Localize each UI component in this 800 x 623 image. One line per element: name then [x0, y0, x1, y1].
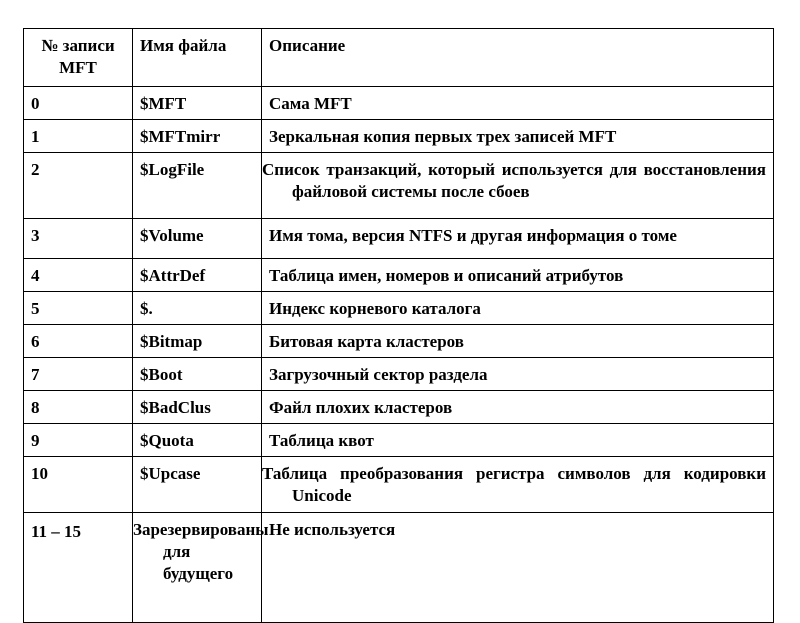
- mft-records-table: [23, 28, 774, 623]
- description: Имя тома, версия NTFS и другая информация о томе: [262, 219, 774, 259]
- description: Не используется: [262, 513, 774, 623]
- description: Битовая карта кластеров: [262, 325, 774, 358]
- file-name: $Boot: [133, 358, 262, 391]
- file-name: Зарезервированы для будущего: [133, 513, 262, 623]
- table-row: [24, 391, 774, 424]
- description: Таблица преобразования регистра символов для кодировки Unicode: [262, 457, 774, 513]
- table-row: [24, 120, 774, 153]
- file-name: $Upcase: [133, 457, 262, 513]
- header-description: Описание: [262, 29, 774, 87]
- file-name: $Volume: [133, 219, 262, 259]
- file-name: $Quota: [133, 424, 262, 457]
- table-row: [24, 424, 774, 457]
- file-name: $MFTmirr: [133, 120, 262, 153]
- file-name: $.: [133, 292, 262, 325]
- description: Сама MFT: [262, 87, 774, 120]
- record-number: 5: [24, 292, 133, 325]
- file-name: $AttrDef: [133, 259, 262, 292]
- description: Загрузочный сектор раздела: [262, 358, 774, 391]
- table-row: [24, 513, 774, 623]
- description: Таблица квот: [262, 424, 774, 457]
- record-number: 7: [24, 358, 133, 391]
- table-row: [24, 325, 774, 358]
- file-name: $LogFile: [133, 153, 262, 219]
- table-row: [24, 358, 774, 391]
- table-row: [24, 292, 774, 325]
- file-name: $BadClus: [133, 391, 262, 424]
- record-number: 4: [24, 259, 133, 292]
- description: Индекс корневого каталога: [262, 292, 774, 325]
- table-row: [24, 153, 774, 219]
- description: Список транзакций, который используется для восстановления файловой системы после сбоев: [262, 153, 774, 219]
- record-number: 1: [24, 120, 133, 153]
- table-header-row: [24, 29, 774, 87]
- description: Зеркальная копия первых трех записей MFT: [262, 120, 774, 153]
- table-row: [24, 219, 774, 259]
- table-row: [24, 259, 774, 292]
- record-number: 0: [24, 87, 133, 120]
- record-number: 6: [24, 325, 133, 358]
- description: Файл плохих кластеров: [262, 391, 774, 424]
- record-number: 8: [24, 391, 133, 424]
- table-row: [24, 87, 774, 120]
- record-number: 10: [24, 457, 133, 513]
- record-number: 3: [24, 219, 133, 259]
- header-record-number: № записи MFT: [24, 29, 133, 87]
- record-number: 11 – 15: [24, 513, 133, 623]
- table-row: [24, 457, 774, 513]
- record-number: 2: [24, 153, 133, 219]
- record-number: 9: [24, 424, 133, 457]
- file-name: $MFT: [133, 87, 262, 120]
- header-file-name: Имя файла: [133, 29, 262, 87]
- file-name: $Bitmap: [133, 325, 262, 358]
- description: Таблица имен, номеров и описаний атрибутов: [262, 259, 774, 292]
